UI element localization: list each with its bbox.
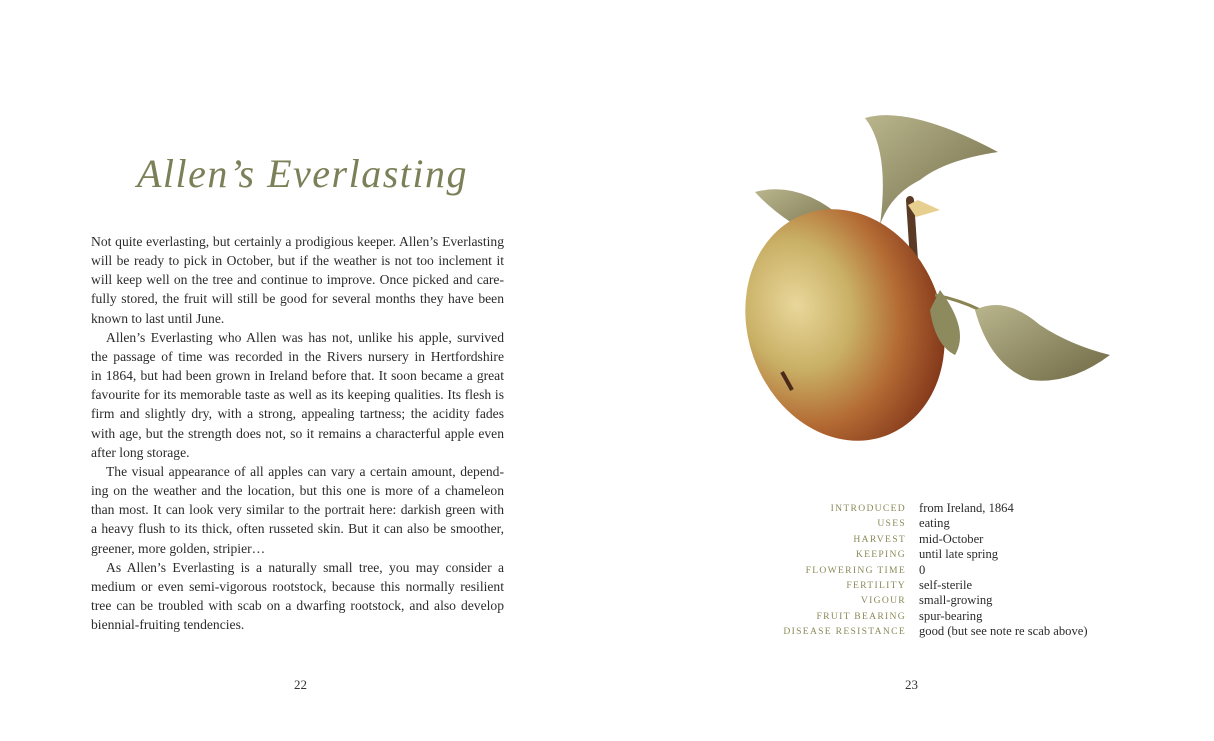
page-number-left: 22 bbox=[294, 677, 307, 692]
fact-row bbox=[770, 516, 1088, 531]
fact-row bbox=[770, 578, 1088, 593]
text-line: Allen’s Everlasting who Allen was has not, unlike his apple, survived bbox=[106, 329, 504, 345]
fact-label: KEEPING bbox=[855, 549, 906, 561]
text-line: after long storage. bbox=[91, 444, 190, 460]
facts-table bbox=[770, 501, 1088, 640]
fact-label: HARVEST bbox=[853, 533, 906, 545]
fact-row bbox=[770, 547, 1088, 562]
text-line: will keep well on the tree and continue to improve. Once picked and care- bbox=[91, 272, 504, 288]
text-line: biennial-fruiting tendencies. bbox=[91, 617, 245, 633]
text-line: The visual appearance of all apples can vary a certain amount, depend- bbox=[106, 463, 504, 479]
fact-value: eating bbox=[919, 516, 950, 531]
text-line: than most. It can look very similar to the portrait here: darkish green with bbox=[91, 502, 504, 518]
fact-value: from Ireland, 1864 bbox=[919, 501, 1014, 515]
text-line: firm and slightly dry, with a strong, appealing tartness; the acidity fades bbox=[91, 406, 504, 422]
text-line: will be ready to pick in October, but if the weather is not too inclement it bbox=[91, 253, 504, 269]
text-line: fully stored, the fruit will still be good for several months they have been bbox=[91, 291, 504, 307]
fact-row bbox=[770, 624, 1088, 639]
fact-label: FRUIT BEARING bbox=[816, 610, 906, 622]
fact-row bbox=[770, 532, 1088, 547]
fact-label: FERTILITY bbox=[846, 580, 906, 592]
leaf-right bbox=[975, 305, 1110, 381]
body-text bbox=[91, 232, 504, 634]
text-line: ing on the weather and the location, but this one is more of a chameleon bbox=[91, 483, 504, 499]
fact-value: spur-bearing bbox=[919, 608, 983, 623]
fact-value: good (but see note re scab above) bbox=[919, 624, 1088, 639]
fact-row bbox=[770, 609, 1088, 624]
fact-value: self-sterile bbox=[919, 578, 973, 593]
text-line: the passage of time was recorded in the Rivers nursery in Hertfordshire bbox=[91, 348, 504, 364]
fact-value: until late spring bbox=[919, 547, 999, 562]
fact-label: INTRODUCED bbox=[830, 503, 906, 514]
text-line: favourite for its memorable taste as well as its keeping qualities. Its flesh is bbox=[91, 387, 504, 403]
text-line: with age, but the strength does not, so it remains a characterful apple even bbox=[91, 425, 504, 441]
fact-label: VIGOUR bbox=[860, 595, 906, 607]
fact-value: small-growing bbox=[919, 593, 993, 608]
text-line: known to last until June. bbox=[91, 310, 225, 326]
fact-value: mid-October bbox=[919, 531, 984, 546]
text-line: greener, more golden, stripier… bbox=[91, 540, 266, 556]
fact-value: 0 bbox=[919, 562, 926, 577]
fact-row bbox=[770, 593, 1088, 608]
page-number-right: 23 bbox=[905, 677, 918, 692]
fact-label: FLOWERING TIME bbox=[805, 564, 906, 576]
text-line: medium or even semi-vigorous rootstock, because this normally resilient bbox=[91, 578, 504, 594]
fact-label: DISEASE RESISTANCE bbox=[783, 626, 906, 638]
text-line: tree can be troubled with scab on a dwarfing rootstock, and also develop bbox=[91, 597, 504, 613]
text-line: a heavy flush to its thick, often russeted skin. But it can also be smoother, bbox=[91, 521, 504, 537]
text-line: As Allen’s Everlasting is a naturally small tree, you may consider a bbox=[106, 559, 504, 575]
fact-row bbox=[770, 501, 1088, 516]
text-line: in 1864, but had been grown in Ireland before that. It soon became a great bbox=[91, 368, 504, 384]
fact-row bbox=[770, 563, 1088, 578]
page-title: Allen’s Everlasting bbox=[136, 151, 469, 196]
apple-illustration bbox=[740, 110, 1120, 455]
fact-label: USES bbox=[877, 518, 906, 530]
text-line: Not quite everlasting, but certainly a prodigious keeper. Allen’s Everlasting bbox=[91, 234, 504, 249]
